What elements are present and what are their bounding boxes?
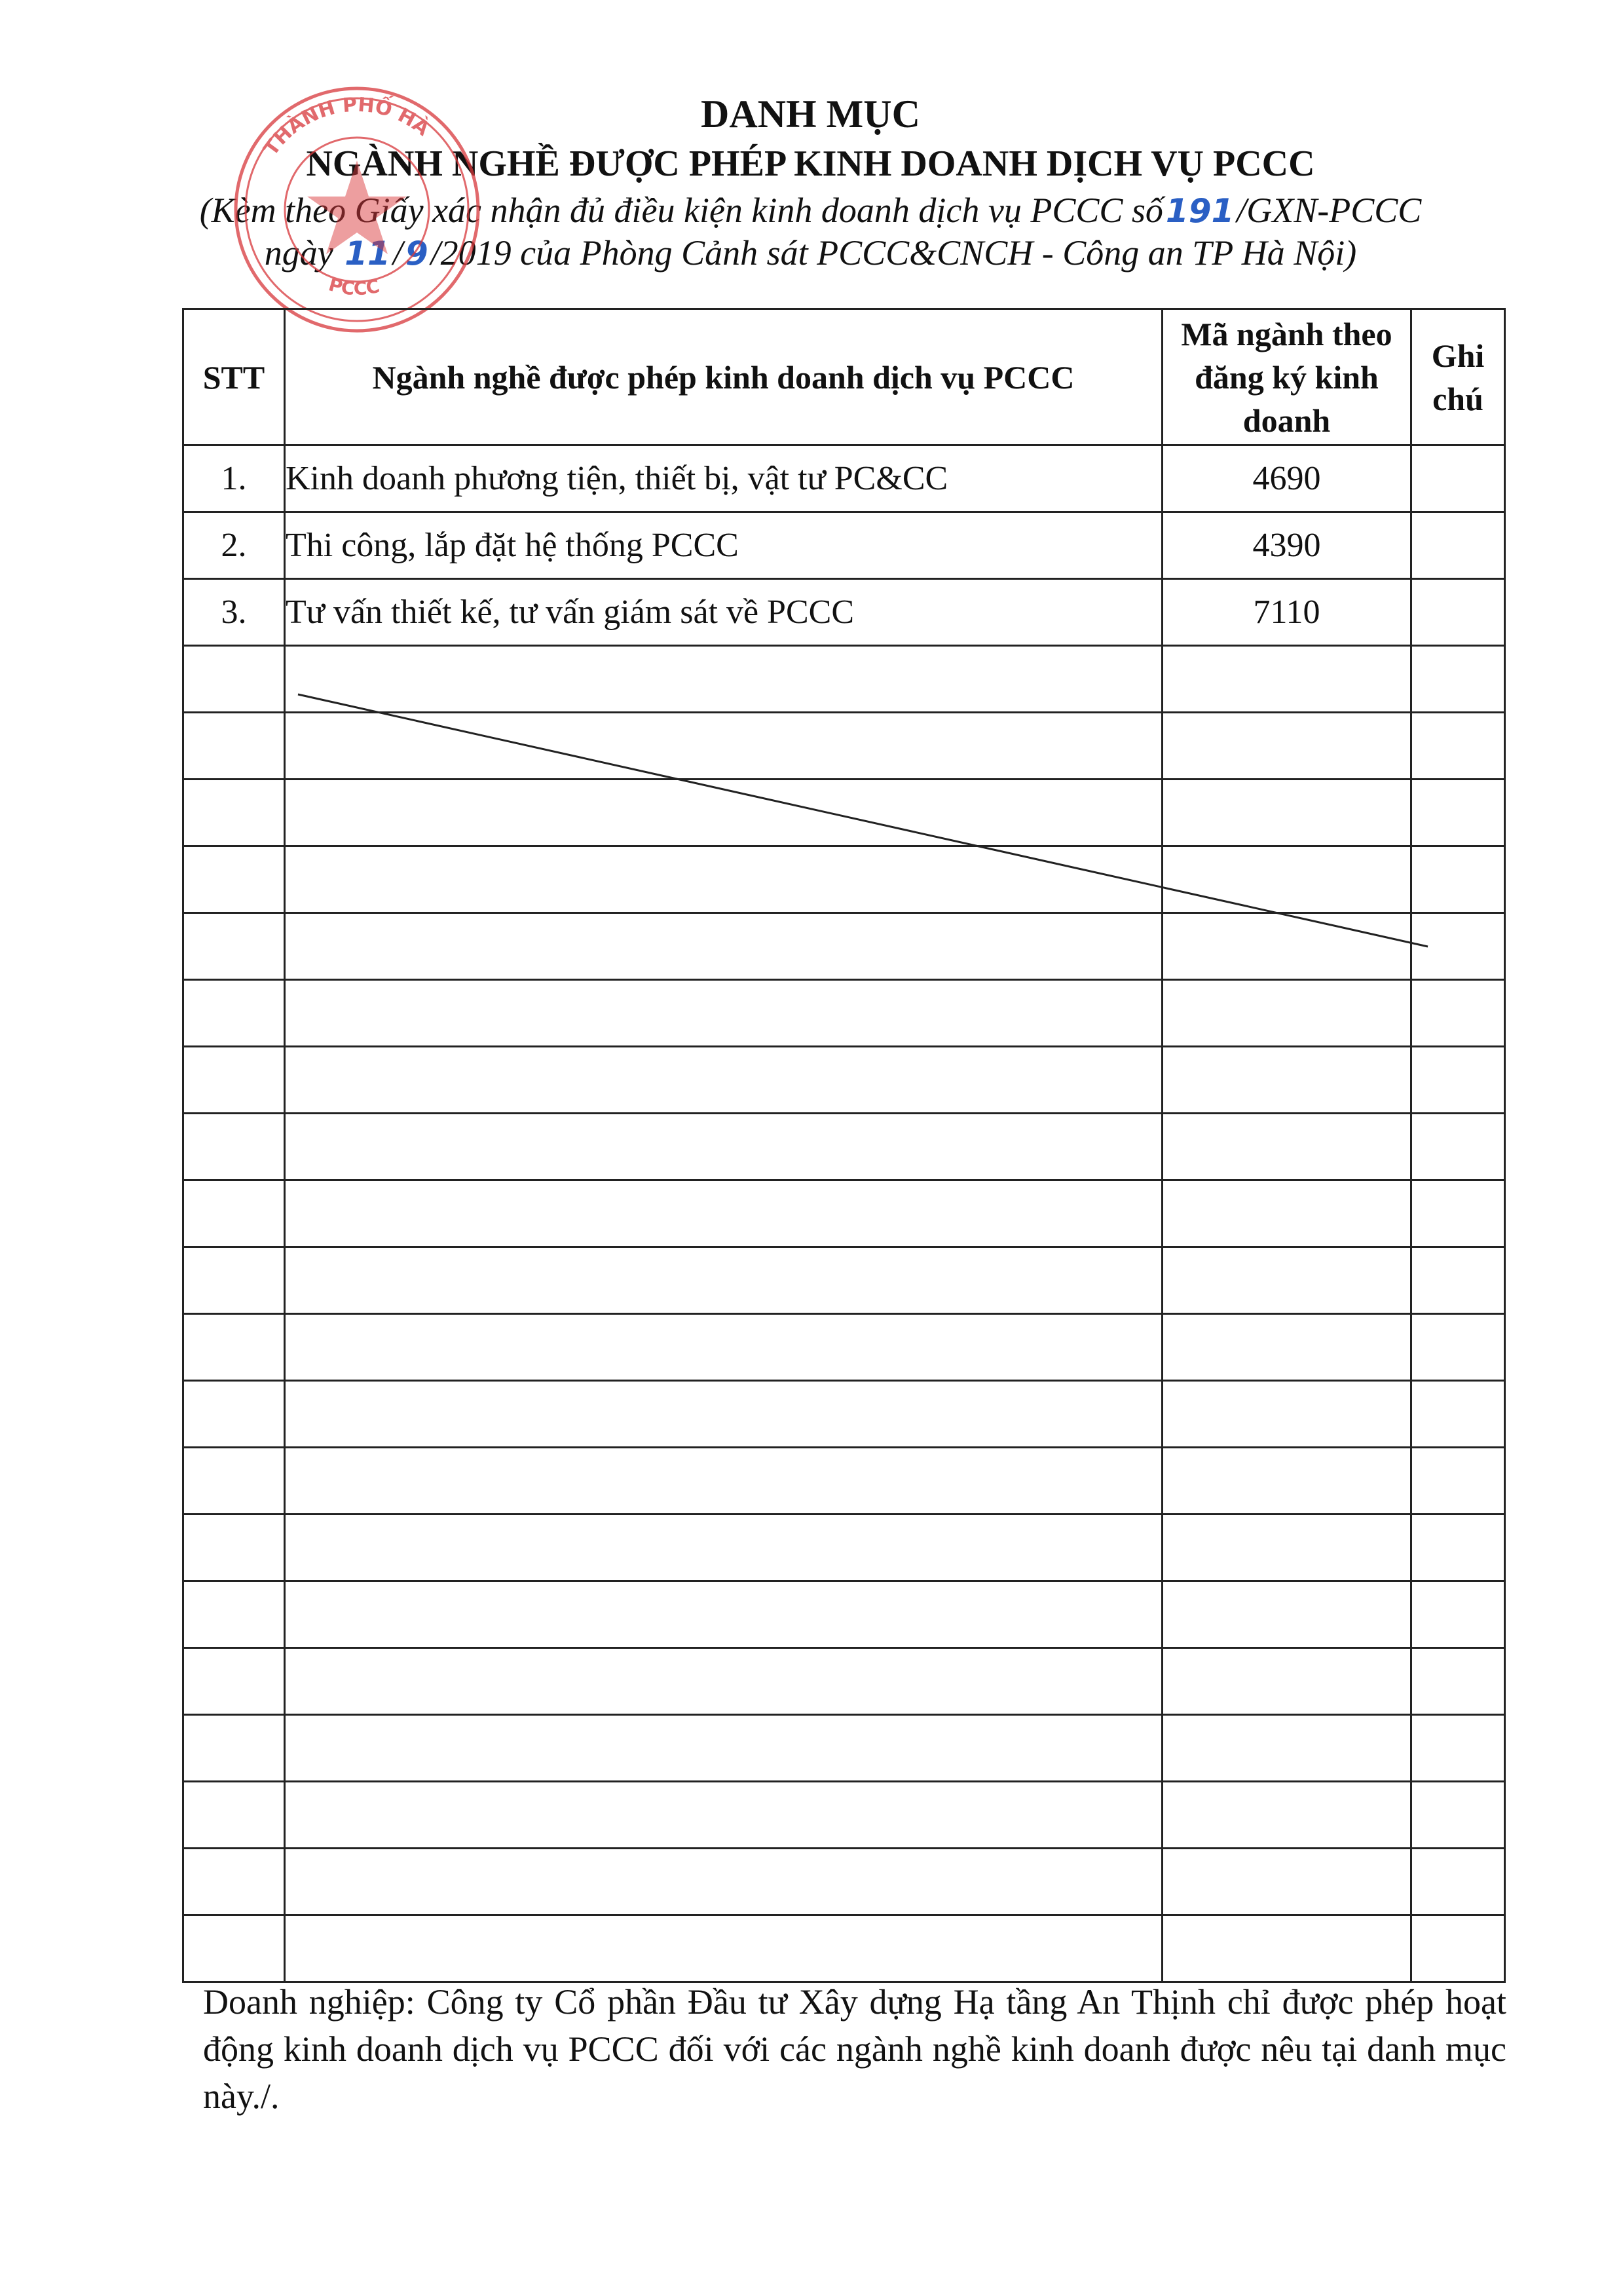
empty-cell: [1411, 1314, 1505, 1381]
row-note: [1411, 579, 1505, 646]
empty-cell: [285, 1180, 1163, 1247]
column-header-note: Ghi chú: [1411, 309, 1505, 445]
empty-cell: [183, 1849, 285, 1915]
empty-cell: [183, 713, 285, 780]
empty-cell: [1411, 1180, 1505, 1247]
empty-cell: [183, 1180, 285, 1247]
empty-cell: [1411, 1114, 1505, 1180]
empty-cell: [1411, 1849, 1505, 1915]
column-header-industry: Ngành nghề được phép kinh doanh dịch vụ PCCC: [285, 309, 1163, 445]
empty-cell: [183, 780, 285, 846]
empty-cell: [1163, 980, 1411, 1047]
empty-cell: [1163, 1648, 1411, 1715]
empty-cell: [1163, 913, 1411, 980]
empty-cell: [285, 1915, 1163, 1982]
empty-cell: [183, 1581, 285, 1648]
column-header-code: Mã ngành theo đăng ký kinh doanh: [1163, 309, 1411, 445]
empty-table-row: [183, 1849, 1505, 1915]
empty-cell: [285, 1581, 1163, 1648]
empty-cell: [1411, 1648, 1505, 1715]
empty-cell: [1163, 1114, 1411, 1180]
empty-cell: [285, 1648, 1163, 1715]
empty-cell: [1411, 846, 1505, 913]
row-note: [1411, 445, 1505, 512]
empty-cell: [285, 1314, 1163, 1381]
empty-cell: [1163, 1581, 1411, 1648]
empty-cell: [1411, 1782, 1505, 1849]
empty-cell: [285, 1448, 1163, 1515]
empty-table-row: [183, 1782, 1505, 1849]
empty-cell: [285, 1715, 1163, 1782]
row-code: 4690: [1163, 445, 1411, 512]
reference-text-before: (Kèm theo Giấy xác nhận đủ điều kiện kinh doanh dịch vụ PCCC số: [199, 191, 1163, 230]
empty-cell: [285, 1247, 1163, 1314]
empty-cell: [285, 646, 1163, 713]
empty-cell: [183, 1515, 285, 1581]
empty-table-row: [183, 1515, 1505, 1581]
seal-text-top: THÀNH PHỐ HÀ: [259, 93, 434, 160]
empty-cell: [1163, 1515, 1411, 1581]
empty-cell: [285, 1114, 1163, 1180]
empty-cell: [1163, 1448, 1411, 1515]
empty-cell: [183, 1715, 285, 1782]
date-prefix: ngày: [264, 233, 333, 273]
empty-table-row: [183, 1715, 1505, 1782]
svg-text:THÀNH PHỐ HÀ: [259, 92, 434, 160]
empty-cell: [1411, 1381, 1505, 1448]
empty-table-row: [183, 980, 1505, 1047]
empty-cell: [1411, 1047, 1505, 1114]
empty-table-row: [183, 1648, 1505, 1715]
empty-cell: [183, 1114, 285, 1180]
empty-cell: [1163, 1915, 1411, 1982]
empty-cell: [285, 846, 1163, 913]
empty-cell: [1163, 1782, 1411, 1849]
empty-table-row: [183, 1581, 1505, 1648]
empty-table-row: [183, 646, 1505, 713]
empty-cell: [1163, 1180, 1411, 1247]
handwritten-month: 9: [405, 235, 428, 273]
empty-cell: [1163, 1247, 1411, 1314]
footer-statement: Doanh nghiệp: Công ty Cổ phần Đầu tư Xây dựng Hạ tầng An Thịnh chỉ được phép hoạt động kinh doanh dịch vụ PCCC đối với các ngành nghề kinh doanh được nêu tại danh mục này./.: [203, 1982, 1506, 2116]
empty-table-row: [183, 846, 1505, 913]
industry-table: [182, 308, 1506, 1983]
empty-cell: [1163, 1381, 1411, 1448]
empty-cell: [1411, 1915, 1505, 1982]
row-stt: 2.: [183, 512, 285, 579]
empty-cell: [1163, 846, 1411, 913]
row-industry: Tư vấn thiết kế, tư vấn giám sát về PCCC: [285, 579, 1163, 646]
table-header-row: [183, 309, 1505, 445]
empty-table-row: [183, 1247, 1505, 1314]
reference-text-after: /GXN-PCCC: [1237, 191, 1422, 230]
empty-table-row: [183, 1448, 1505, 1515]
empty-cell: [1163, 1314, 1411, 1381]
empty-cell: [1411, 713, 1505, 780]
row-code: 7110: [1163, 579, 1411, 646]
empty-table-row: [183, 913, 1505, 980]
empty-cell: [1163, 646, 1411, 713]
seal-text-bottom: PCCC: [326, 273, 382, 300]
empty-cell: [183, 980, 285, 1047]
empty-table-row: [183, 1915, 1505, 1982]
table-row: [183, 579, 1505, 646]
empty-cell: [183, 1047, 285, 1114]
row-note: [1411, 512, 1505, 579]
column-header-stt: STT: [183, 309, 285, 445]
empty-table-row: [183, 1381, 1505, 1448]
empty-cell: [183, 646, 285, 713]
svg-text:PCCC: [326, 273, 381, 299]
row-industry: Kinh doanh phương tiện, thiết bị, vật tư PC&CC: [285, 445, 1163, 512]
row-stt: 1.: [183, 445, 285, 512]
empty-table-row: [183, 780, 1505, 846]
empty-table-row: [183, 1047, 1505, 1114]
empty-table-row: [183, 1180, 1505, 1247]
handwritten-day: 11: [345, 235, 390, 273]
date-suffix: /2019 của Phòng Cảnh sát PCCC&CNCH - Công an TP Hà Nội): [430, 233, 1357, 273]
table-body: [183, 445, 1505, 1982]
empty-cell: [183, 1381, 285, 1448]
empty-cell: [285, 1047, 1163, 1114]
empty-table-row: [183, 713, 1505, 780]
empty-cell: [285, 913, 1163, 980]
empty-cell: [1163, 1047, 1411, 1114]
empty-cell: [1411, 1247, 1505, 1314]
reference-line-2: ngày 11/9/2019 của Phòng Cảnh sát PCCC&CNCH - Công an TP Hà Nội): [264, 233, 1357, 273]
empty-cell: [285, 1515, 1163, 1581]
empty-cell: [1163, 1715, 1411, 1782]
empty-cell: [1411, 913, 1505, 980]
table-row: [183, 445, 1505, 512]
empty-cell: [183, 1247, 285, 1314]
empty-cell: [183, 1915, 285, 1982]
empty-cell: [183, 846, 285, 913]
document-subtitle: NGÀNH NGHỀ ĐƯỢC PHÉP KINH DOANH DỊCH VỤ PCCC: [306, 143, 1315, 184]
empty-cell: [1163, 780, 1411, 846]
empty-table-row: [183, 1314, 1505, 1381]
empty-cell: [1411, 1448, 1505, 1515]
empty-cell: [1411, 1515, 1505, 1581]
empty-cell: [1411, 646, 1505, 713]
row-code: 4390: [1163, 512, 1411, 579]
empty-cell: [183, 1782, 285, 1849]
empty-cell: [1411, 1581, 1505, 1648]
official-seal-stamp: [219, 79, 494, 341]
empty-cell: [183, 1448, 285, 1515]
empty-cell: [183, 1648, 285, 1715]
document-title: DANH MỤC: [701, 92, 920, 136]
empty-cell: [285, 980, 1163, 1047]
empty-cell: [285, 780, 1163, 846]
empty-cell: [1411, 980, 1505, 1047]
empty-cell: [183, 913, 285, 980]
empty-cell: [285, 1381, 1163, 1448]
empty-cell: [1163, 1849, 1411, 1915]
empty-cell: [1411, 780, 1505, 846]
empty-cell: [285, 713, 1163, 780]
empty-cell: [183, 1314, 285, 1381]
row-stt: 3.: [183, 579, 285, 646]
empty-cell: [1163, 713, 1411, 780]
row-industry: Thi công, lắp đặt hệ thống PCCC: [285, 512, 1163, 579]
table-row: [183, 512, 1505, 579]
empty-cell: [1411, 1715, 1505, 1782]
handwritten-doc-number: 191: [1165, 192, 1235, 230]
empty-cell: [285, 1782, 1163, 1849]
empty-table-row: [183, 1114, 1505, 1180]
empty-cell: [285, 1849, 1163, 1915]
